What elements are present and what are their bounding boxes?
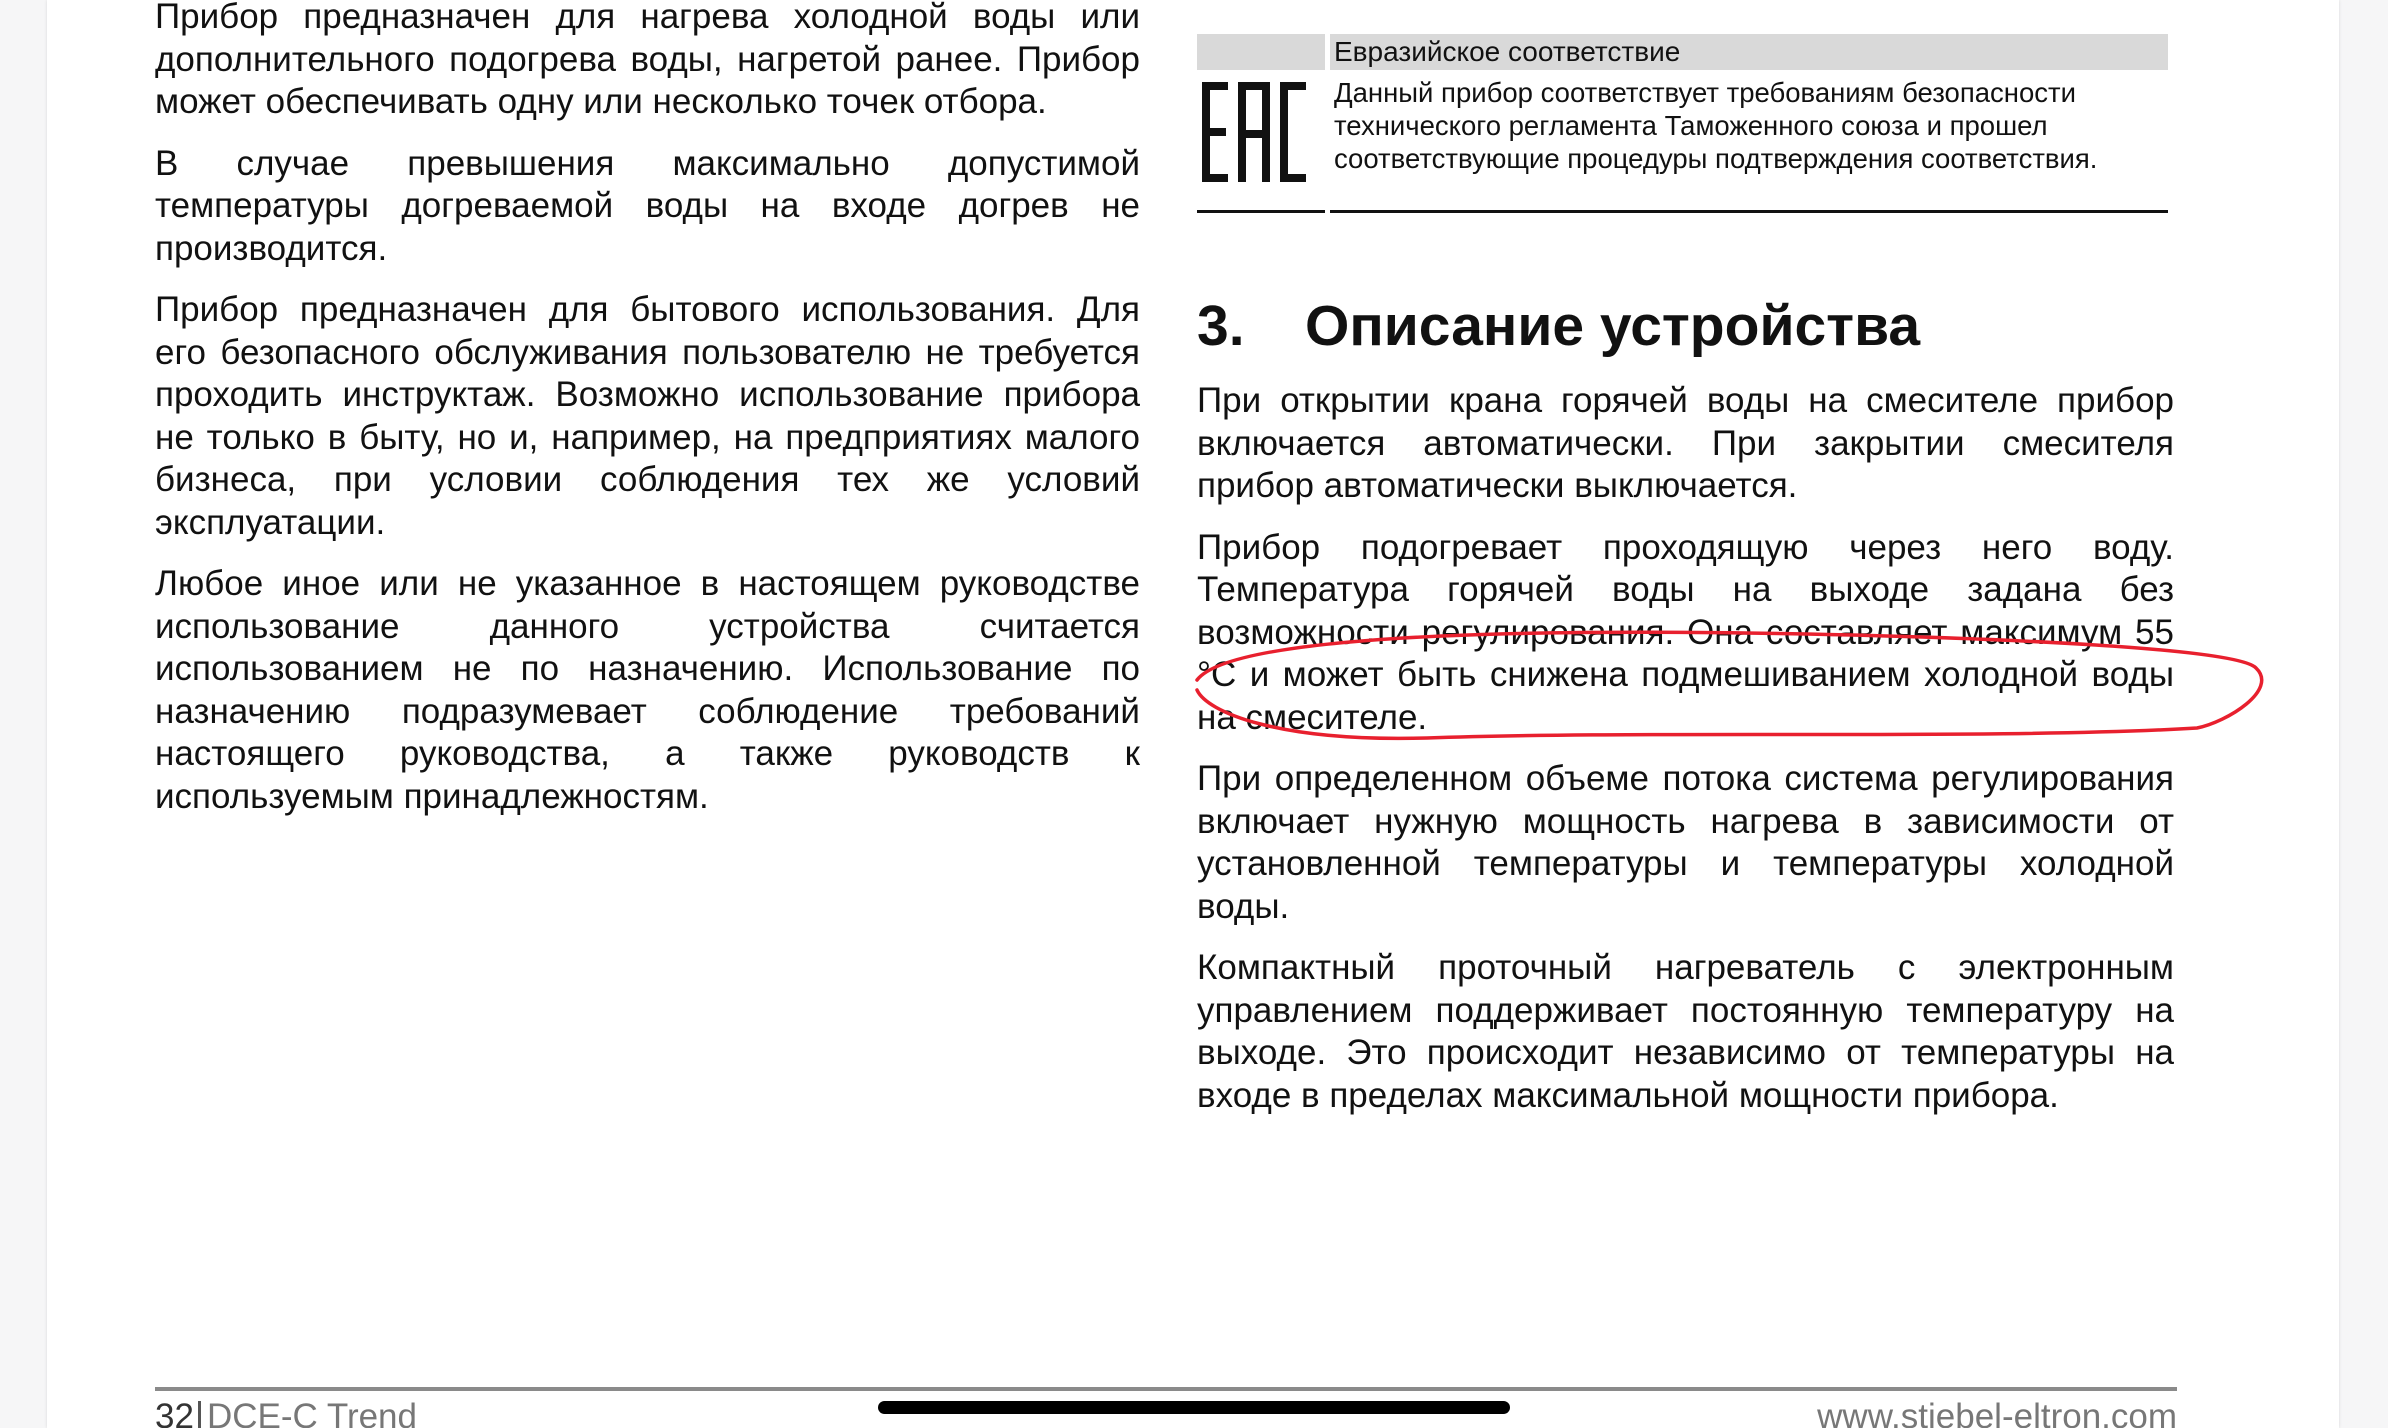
section-paragraph-2: Прибор подогревает проходящую через него воду. Температура горячей воды на выходе задана без возможности регулирования. Она составляет максимум 55 °C и может быть снижена подмешиванием холодной воды на смесителе. <box>1197 527 2174 737</box>
eac-notice <box>1197 34 2174 214</box>
eac-heading: Евразийское соответствие <box>1330 34 2168 70</box>
section-title <box>1197 292 1920 360</box>
website-link[interactable]: www.stiebel-eltron.com <box>1817 1397 2177 1428</box>
home-indicator[interactable] <box>878 1401 1510 1414</box>
model-name: DCE-C Trend <box>206 1397 417 1428</box>
footer-divider <box>155 1387 2177 1391</box>
section-paragraph-3: При определенном объеме потока система регулирования включает нужную мощность нагрева в зависимости от установленной температуры и температуры холодной воды. <box>1197 759 2174 926</box>
eac-divider <box>1330 210 2168 213</box>
footer-separator <box>198 1401 201 1428</box>
section-paragraph-4: Компактный проточный нагреватель с электронным управлением поддерживает постоянную температуру на выходе. Это происходит независимо от температуры на входе в пределах максимальной мощности прибора. <box>1197 948 2174 1115</box>
section-paragraph-1: При открытии крана горячей воды на смесителе прибор включается автоматически. При закрытии смесителя прибор автоматически выключается. <box>1197 381 2174 505</box>
section-body <box>1197 380 2174 1136</box>
eac-logo-area <box>1197 34 1325 214</box>
footer-left <box>155 1396 417 1428</box>
document-page <box>47 0 2339 1428</box>
left-column <box>155 0 1140 837</box>
left-paragraph-1: Прибор предназначен для нагрева холодной воды или дополнительного подогрева воды, нагретой ранее. Прибор может обеспечивать одну или несколько точек отбора. <box>155 0 1140 121</box>
left-paragraph-2: В случае превышения максимально допустимой температуры догреваемой воды на входе догрев не производится. <box>155 143 1140 268</box>
eac-logo-icon <box>1202 80 1308 184</box>
left-paragraph-3: Прибор предназначен для бытового использования. Для его безопасного обслуживания пользователю не требуется проходить инструктаж. Возможно использование прибора не только в быту, но и, например, на предприятиях малого бизнеса, при условии соблюдения тех же условий эксплуатации. <box>155 290 1140 542</box>
page-number: 32 <box>155 1397 194 1428</box>
section-number: 3. <box>1197 294 1245 358</box>
eac-text: Данный прибор соответствует требованиям безопасности технического регламента Таможенного союза и прошел соответствующие процедуры подтверждения соответствия. <box>1334 77 2098 174</box>
section-title-text: Описание устройства <box>1305 294 1921 358</box>
left-paragraph-4: Любое иное или не указанное в настоящем руководстве использование данного устройства считается использованием не по назначению. Использование по назначению подразумевает соблюдение требований настоящего руководства, а также руководств к используемым принадлежностям. <box>155 564 1140 816</box>
